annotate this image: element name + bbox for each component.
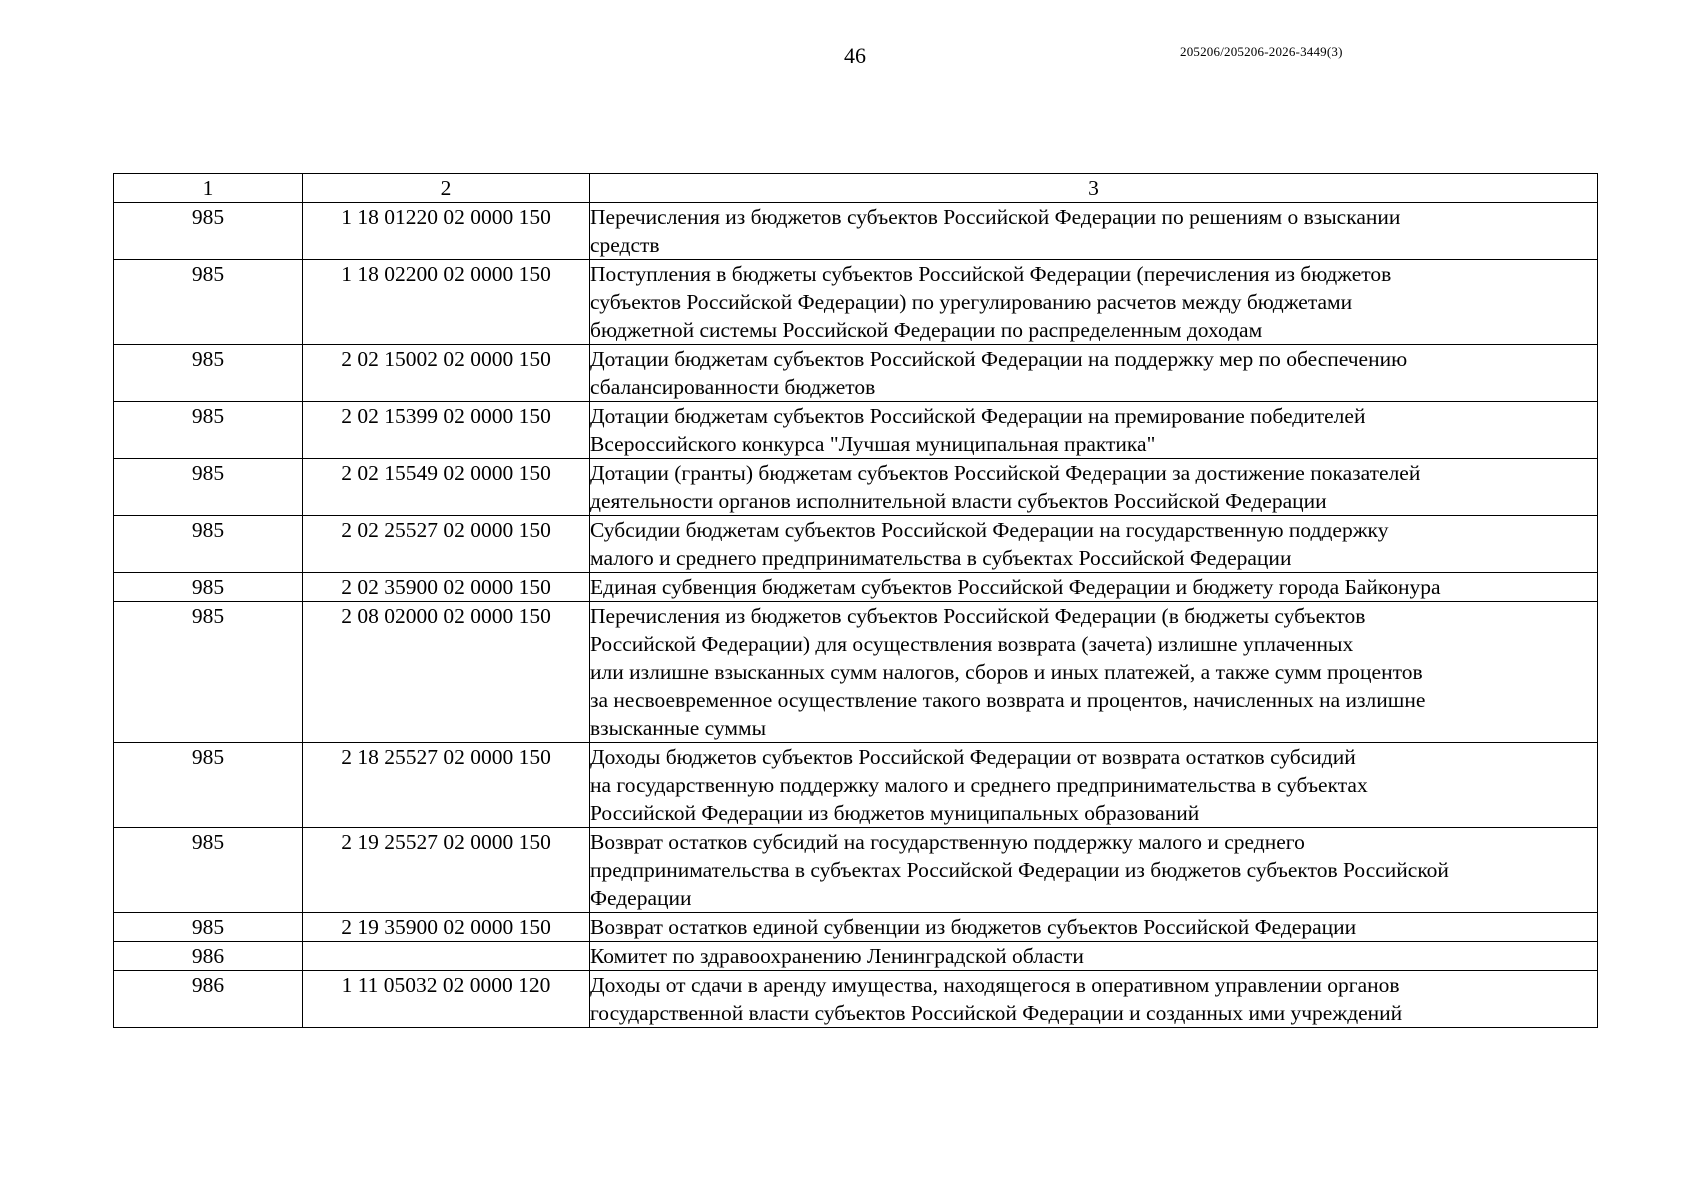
description-line: Федерации bbox=[590, 886, 692, 910]
description-cell bbox=[590, 203, 1598, 260]
description-cell bbox=[590, 459, 1598, 516]
description-cell bbox=[590, 743, 1598, 828]
table-row bbox=[114, 573, 1598, 602]
description-cell bbox=[590, 345, 1598, 402]
admin-code-cell: 985 bbox=[114, 516, 303, 573]
description-line: средств bbox=[590, 233, 660, 257]
description-line: Единая субвенция бюджетам субъектов Российской Федерации и бюджету города Байконура bbox=[590, 575, 1441, 599]
description-cell bbox=[590, 971, 1598, 1028]
admin-code-cell: 985 bbox=[114, 828, 303, 913]
table-row bbox=[114, 345, 1598, 402]
description-line: Доходы бюджетов субъектов Российской Федерации от возврата остатков субсидий bbox=[590, 745, 1356, 769]
table-row bbox=[114, 942, 1598, 971]
description-cell bbox=[590, 516, 1598, 573]
revenue-code-cell: 2 18 25527 02 0000 150 bbox=[303, 743, 590, 828]
description-line: Возврат остатков единой субвенции из бюджетов субъектов Российской Федерации bbox=[590, 915, 1357, 939]
description-cell bbox=[590, 573, 1598, 602]
table-row bbox=[114, 602, 1598, 743]
description-line: деятельности органов исполнительной власти субъектов Российской Федерации bbox=[590, 489, 1327, 513]
revenue-code-cell: 2 19 35900 02 0000 150 bbox=[303, 913, 590, 942]
description-cell bbox=[590, 913, 1598, 942]
table-header-row bbox=[114, 174, 1598, 203]
revenue-codes-table bbox=[113, 173, 1598, 1028]
description-line: Российской Федерации) для осуществления возврата (зачета) излишне уплаченных bbox=[590, 632, 1354, 656]
description-cell bbox=[590, 828, 1598, 913]
description-line: Возврат остатков субсидий на государственную поддержку малого и среднего bbox=[590, 830, 1305, 854]
revenue-code-cell: 1 11 05032 02 0000 120 bbox=[303, 971, 590, 1028]
admin-code-cell: 985 bbox=[114, 345, 303, 402]
table-row bbox=[114, 402, 1598, 459]
table-row bbox=[114, 913, 1598, 942]
description-line: государственной власти субъектов Российской Федерации и созданных ими учреждений bbox=[590, 1001, 1403, 1025]
revenue-code-cell: 1 18 01220 02 0000 150 bbox=[303, 203, 590, 260]
description-line: Перечисления из бюджетов субъектов Российской Федерации (в бюджеты субъектов bbox=[590, 604, 1366, 628]
table-row bbox=[114, 516, 1598, 573]
description-cell bbox=[590, 402, 1598, 459]
revenue-code-cell: 1 18 02200 02 0000 150 bbox=[303, 260, 590, 345]
column-header-2: 2 bbox=[303, 174, 590, 203]
description-line: Дотации бюджетам субъектов Российской Федерации на поддержку мер по обеспечению bbox=[590, 347, 1408, 371]
description-line: Субсидии бюджетам субъектов Российской Федерации на государственную поддержку bbox=[590, 518, 1389, 542]
table-row bbox=[114, 743, 1598, 828]
column-header-3: 3 bbox=[590, 174, 1598, 203]
description-line: сбалансированности бюджетов bbox=[590, 375, 876, 399]
description-line: Доходы от сдачи в аренду имущества, находящегося в оперативном управлении органов bbox=[590, 973, 1400, 997]
revenue-code-cell: 2 02 25527 02 0000 150 bbox=[303, 516, 590, 573]
description-line: взысканные суммы bbox=[590, 716, 767, 740]
description-cell bbox=[590, 942, 1598, 971]
revenue-code-cell: 2 02 35900 02 0000 150 bbox=[303, 573, 590, 602]
description-line: субъектов Российской Федерации) по урегулированию расчетов между бюджетами bbox=[590, 290, 1353, 314]
description-line: малого и среднего предпринимательства в субъектах Российской Федерации bbox=[590, 546, 1292, 570]
description-line: или излишне взысканных сумм налогов, сборов и иных платежей, а также сумм процентов bbox=[590, 660, 1423, 684]
description-line: Российской Федерации из бюджетов муниципальных образований bbox=[590, 801, 1200, 825]
admin-code-cell: 985 bbox=[114, 260, 303, 345]
admin-code-cell: 986 bbox=[114, 971, 303, 1028]
admin-code-cell: 985 bbox=[114, 913, 303, 942]
description-line: бюджетной системы Российской Федерации по распределенным доходам bbox=[590, 318, 1263, 342]
description-line: за несвоевременное осуществление такого возврата и процентов, начисленных на излишне bbox=[590, 688, 1426, 712]
admin-code-cell: 985 bbox=[114, 402, 303, 459]
revenue-code-cell: 2 19 25527 02 0000 150 bbox=[303, 828, 590, 913]
table-row bbox=[114, 260, 1598, 345]
description-line: предпринимательства в субъектах Российской Федерации из бюджетов субъектов Российской bbox=[590, 858, 1449, 882]
table-row bbox=[114, 203, 1598, 260]
description-cell bbox=[590, 260, 1598, 345]
revenue-code-cell: 2 02 15399 02 0000 150 bbox=[303, 402, 590, 459]
admin-code-cell: 985 bbox=[114, 203, 303, 260]
table-body bbox=[114, 203, 1598, 1028]
description-line: на государственную поддержку малого и среднего предпринимательства в субъектах bbox=[590, 773, 1368, 797]
admin-code-cell: 985 bbox=[114, 459, 303, 516]
description-line: Комитет по здравоохранению Ленинградской области bbox=[590, 944, 1084, 968]
revenue-code-cell bbox=[303, 942, 590, 971]
description-line: Дотации бюджетам субъектов Российской Федерации на премирование победителей bbox=[590, 404, 1366, 428]
description-line: Перечисления из бюджетов субъектов Российской Федерации по решениям о взыскании bbox=[590, 205, 1401, 229]
description-cell bbox=[590, 602, 1598, 743]
description-line: Поступления в бюджеты субъектов Российской Федерации (перечисления из бюджетов bbox=[590, 262, 1392, 286]
revenue-code-cell: 2 02 15002 02 0000 150 bbox=[303, 345, 590, 402]
description-line: Дотации (гранты) бюджетам субъектов Российской Федерации за достижение показателей bbox=[590, 461, 1421, 485]
table-row bbox=[114, 459, 1598, 516]
admin-code-cell: 985 bbox=[114, 602, 303, 743]
table-row bbox=[114, 971, 1598, 1028]
page-number: 46 bbox=[844, 43, 866, 68]
description-line: Всероссийского конкурса "Лучшая муниципальная практика" bbox=[590, 432, 1156, 456]
column-header-1: 1 bbox=[114, 174, 303, 203]
document-id: 205206/205206-2026-3449(3) bbox=[1180, 44, 1343, 59]
admin-code-cell: 986 bbox=[114, 942, 303, 971]
revenue-code-cell: 2 08 02000 02 0000 150 bbox=[303, 602, 590, 743]
admin-code-cell: 985 bbox=[114, 743, 303, 828]
revenue-code-cell: 2 02 15549 02 0000 150 bbox=[303, 459, 590, 516]
table-row bbox=[114, 828, 1598, 913]
admin-code-cell: 985 bbox=[114, 573, 303, 602]
